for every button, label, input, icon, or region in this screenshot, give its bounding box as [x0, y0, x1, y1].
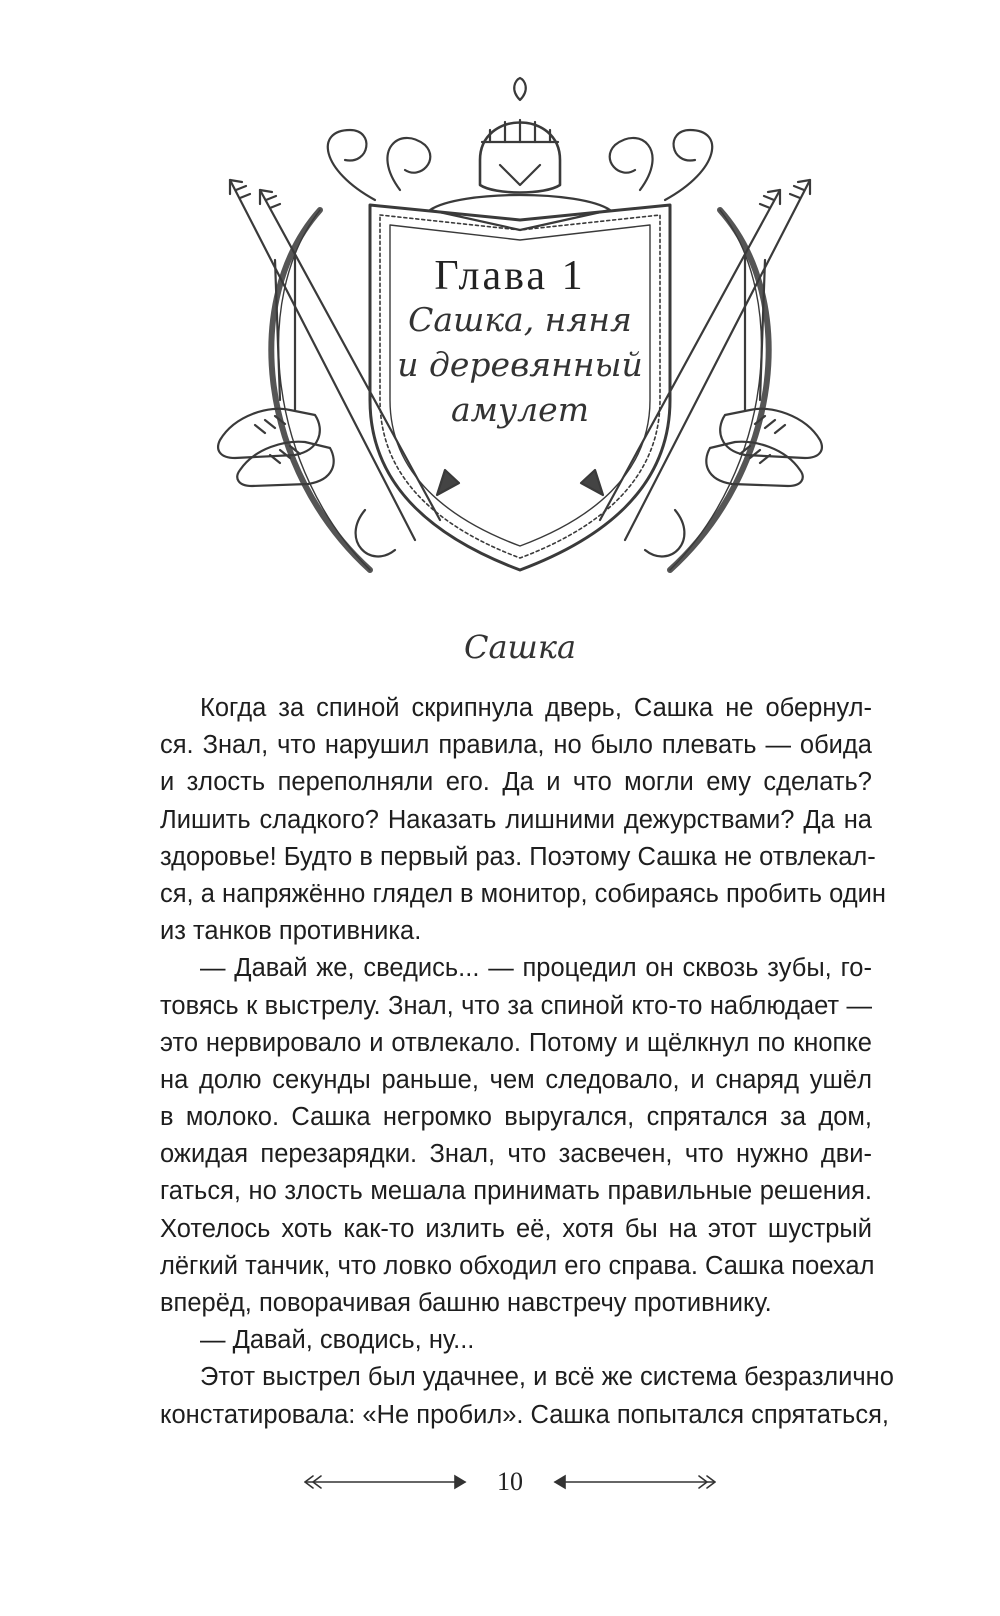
body-line: здоровье! Будто в первый раз. Поэтому Сашка не отвлекал- — [160, 842, 876, 871]
right-bow-icon — [670, 210, 769, 570]
body-line: гаться, но злость мешала принимать правильные решения. — [160, 1177, 872, 1206]
body-line: ся. Знал, что нарушил правила, но было плевать — обида — [160, 731, 872, 760]
body-text — [160, 690, 894, 1434]
chapter-title: Глава 1 — [434, 253, 586, 299]
body-line: — Давай же, сведись... — процедил он сквозь зубы, го- — [200, 954, 872, 983]
body-line: на долю секунды раньше, чем следовало, и снаряд ушёл — [160, 1065, 872, 1094]
section-title: Сашка — [463, 628, 577, 666]
body-line: ожидая перезарядки. Знал, что засвечен, что нужно дви- — [160, 1140, 872, 1169]
body-line: Лишить сладкого? Наказать лишними дежурствами? Да на — [160, 805, 872, 834]
body-line: констатировала: «Не пробил». Сашка попытался спрятаться, — [160, 1400, 889, 1429]
body-line: это нервировало и отвлекало. Потому и щёлкнул по кнопке — [160, 1028, 872, 1057]
body-line: ся, а напряжённо глядел в монитор, собираясь пробить один — [160, 879, 886, 908]
body-line: вперёд, поворачивая башню навстречу противнику. — [160, 1289, 772, 1317]
chapter-subtitle-line-2: и деревянный — [397, 345, 643, 384]
left-sneakers-icon — [218, 409, 334, 486]
right-sneakers-icon — [706, 409, 822, 486]
body-line: лёгкий танчик, что ловко обходил его справа. Сашка поехал — [160, 1251, 875, 1280]
chapter-subtitle-line-1: Сашка, няня — [408, 300, 632, 339]
footer-arrow-right-icon — [545, 1470, 725, 1494]
body-line: — Давай, сводись, ну... — [200, 1326, 475, 1355]
page-number: 10 — [497, 1467, 523, 1496]
body-line: Этот выстрел был удачнее, и всё же система безразлично — [200, 1363, 894, 1392]
body-line: товясь к выстрелу. Знал, что за спиной кто-то наблюдает — — [160, 991, 872, 1020]
body-line: из танков противника. — [160, 917, 422, 946]
body-line: Хотелось хоть как-то излить её, хотя бы на этот шустрый — [160, 1214, 872, 1243]
left-bow-icon — [271, 210, 370, 570]
footer-arrow-left-icon — [295, 1470, 475, 1494]
body-line: Когда за спиной скрипнула дверь, Сашка не обернул- — [200, 694, 872, 722]
chapter-subtitle-line-3: амулет — [450, 390, 589, 429]
knight-helmet-icon — [430, 78, 610, 230]
body-line: в молоко. Сашка негромко выругался, спрятался за дом, — [160, 1103, 872, 1132]
body-line: и злость переполняли его. Да и что могли ему сделать? — [160, 768, 872, 797]
crest-illustration — [200, 70, 840, 610]
